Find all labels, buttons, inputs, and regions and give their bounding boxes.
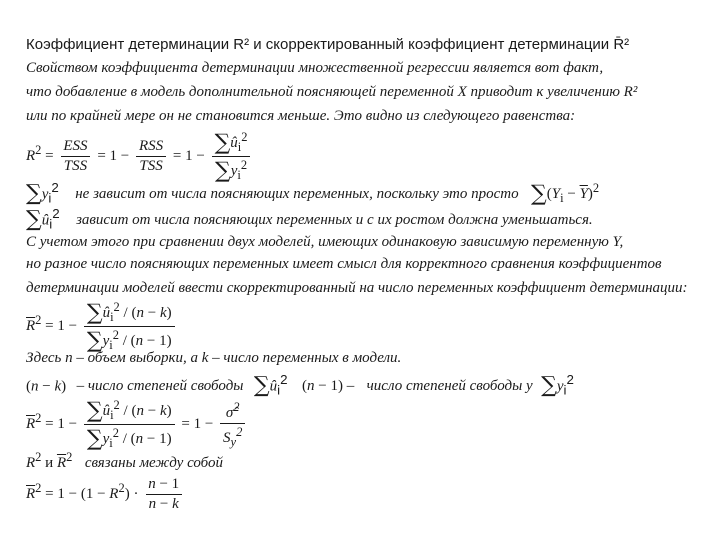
text-line-2: что добавление в модель дополнительной поясняющей переменной X приводит к увеличению R² [26,84,638,100]
text-line-4: $\sum y_i^2$ не зависит от числа поясняющих переменных, поскольку это просто $\sum(Y_i - \overline{Y})^2$ [26,180,600,207]
text-line-11: $R^2$ и $\overline{R}^2$ связаны между собой [26,450,224,471]
text-line-11-part: связаны между собой [84,455,224,471]
text-line-6: С учетом этого при сравнении двух моделей, имеющих одинаковую зависимую переменную Y, [26,234,624,250]
text-line-10-part-a: – число степеней свободы [76,378,244,395]
slide-title: Коэффициент детерминации R² и скорректированный коэффициент детерминации R̄² [26,36,630,53]
formula-adjusted-r2-sigma: $\overline{R}^2 = 1$ − $\frac{\sum û_i^2 / (n - k)}{\sum y_i^2 / (n - 1)}$ = 1 − $\frac{\sigmâ^2}{S_y^2}$ [26,398,248,451]
text-line-8: детерминации моделей ввести скорректированный на число переменных коэффициент детерминации: [26,280,688,296]
formula-adjusted-r2: $\overline{R}^2 = 1$ − $\frac{\sum û_i^2 / (n - k)}{\sum y_i^2 / (n - 1)}$ [26,300,178,353]
text-line-1: Свойством коэффициента детерминации множественной регрессии является вот факт, [26,60,604,76]
text-line-10-part-b: число степеней свободы y [366,378,533,395]
text-line-10: (n − k) – число степеней свободы $\sum û_i^2$ (n − 1) – число степеней свободы y $\sum y_i^2$ [26,372,574,399]
text-line-4-part: не зависит от числа поясняющих переменных, поскольку это просто [75,186,519,203]
text-line-5-part: зависит от числа поясняющих переменных и с их ростом должна уменьшаться. [76,212,593,229]
formula-relation: $\overline{R}^2 = 1 - (1 - R^2)$ · $\frac{n - 1}{n - k}$ [26,476,185,513]
text-line-5: $\sum û_i^2$ зависит от числа поясняющих переменных и с их ростом должна уменьшаться. [26,206,593,233]
text-line-7: но разное число поясняющих переменных имеет смысл для корректного сравнения коэффициентов [26,256,662,272]
formula-r2: $R^2$ = $\frac{\text{ESS}}{\text{TSS}}$ = 1 − $\frac{\text{RSS}}{\text{TSS}}$ = 1 − $\frac{\sum û_i^2}{\sum y_i^2}$ [26,130,254,183]
sum-deviation: $\sum(Y_i - \overline{Y})^2$ [531,181,600,207]
text-line-9: Здесь n – объем выборки, а k – число переменных в модели. [26,350,402,366]
text-line-3: или по крайней мере он не становится меньше. Это видно из следующего равенства: [26,108,576,124]
